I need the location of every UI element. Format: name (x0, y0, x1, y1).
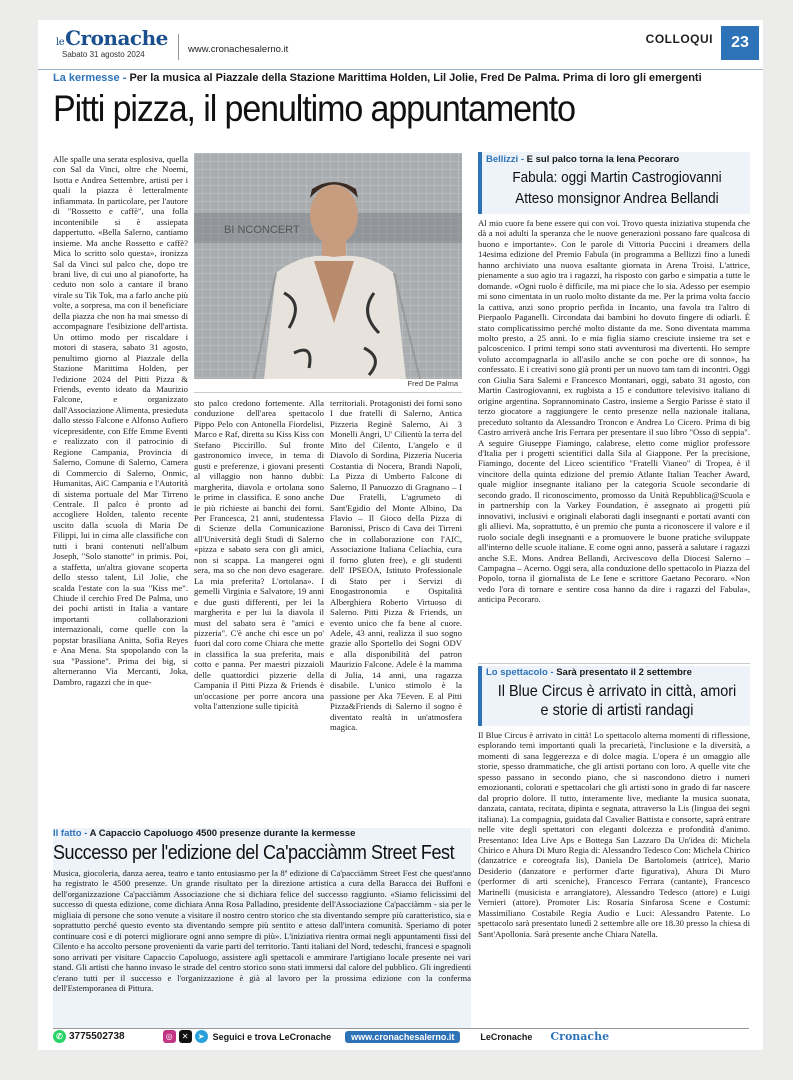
main-article-col1: Alle spalle una serata esplosiva, quella con Sal da Vinci, oltre che Noemi, Isotta e Andrea Settembre, artisti per i quali la piazza è letteralmente infiammata. In particolare, per l'autore di "Rossetto e caffè", una folla incontenibile si è assiepata dappertutto. «Bella Salerno, cantiamo insieme. Ma anche Rossetto e caffè? Mica lo scritto solo questa», ironizza Sal da Vinci sul palco che, dopo tre brani live, di cui uno al pianoforte, ha ceduto non solo a cantare il brano virale su Tik Tok, ma a farlo anche più volte, a sorpresa, ma con il beneficiare della piazza che non ha mai smesso di accompagnare l'esibizione dell'artista. Un ottimo modo per riscaldare i motori di stasera, sabato 31 agosto, penultimo giorno al Piazzale della Stazione Marittima Holden, per l'edizione 2024 del Pitti Pizza & Friends, evento ideato da Maurizio Falcone, e organizzato dall'Associazione Alimenta, presieduta dallo stesso Falcone e Alfonso Aufiero vicepresidente, con Effe Emme Eventi e realizzato con il patrocinio di Regione Campania, Provincia di Salerno, Comune di Salerno, Camera di Commercio di Salerno, Onmic, Humanitas, AiC Campania e l'Autorità di sistema portuale del Mar Tirreno Centrale. Il palco è pronto ad accogliere Holden, talento recente uscito dalla scuola di Maria De Filippi, lui in cima alle classifiche con tutti i brani contenuti nell'album Joseph, "Solo stanotte" in primis. Poi, a staffetta, un'altra giovane scoperta dello stesso talent, Lil Jolie, che scalda l'estate con la sua "Kiss me". Chiude il cerchio Fred De Palma, uno dei pochi artisti in Italia a vantare importanti collaborazioni internazionali, come quelle con la popstar brasiliana Anitta, Sofia Reyes e Ana Mena. Sta spopolando con la sua "Passione". Prima dei big, si alterneranno Via Mercanti, Joka, Dambro, ragazzi che in que- (53, 154, 188, 687)
circus-kicker-text: Sarà presentato il 2 settembre (556, 667, 692, 678)
whatsapp-icon: ✆ (53, 1030, 66, 1043)
social-text: Seguici e trova LeCronache (212, 1031, 332, 1042)
fabula-kicker-text: E sul palco torna la Iena Pecoraro (526, 154, 680, 165)
main-article-col3: territoriali. Protagonisti dei forni sono I due fratelli di Salerno, Antica Pizzeria Reginè Salerno, Ai 3 Monelli Angri, U' Cilientù la terra del Mito del Cilento, L'angelo e il Diavolo di Sordina, Pizzeria Nuceria Costantia di Nocera, Brandi Napoli, La Pizza di Umberto Falcone di Salerno, Il Panuozzo di Gragnano – I Due Fratelli, L'agrumeto di Sant'Egidio del Monte Albino, Da Flavio – Il Gioco della Pizza di Baronissi, Prisco di Cava dei Tirreni che in collaborazione con l'AIC, Associazione Italiana Celiachia, cura il forno gluten free), e gli studenti dell' IPSEOA, Istituto Professionale di Stato per i Servizi di Enogastronomia e Ospitalità Alberghiera Roberto Virtuoso di Salerno. Pitti Pizza & Friends, un evento unico che fa bene al cuore. Adele, 43 anni, realizza il suo sogno grazie allo Sportello dei Sogni ODV e alla disponibilità del patron Maurizio Falcone. Adele è la mamma di Julia, 14 anni, una ragazza disabile. L'unico stimolo è la passione per Aka 7Eeven. E al Pitti Pizza&Friends di Salerno il sogno è diventato realtà in un'atmosfera magica. (330, 398, 462, 733)
svg-text:BI NCONCERT: BI NCONCERT (224, 224, 300, 236)
column-divider (478, 663, 750, 664)
footer-website[interactable]: www.cronachesalerno.it (345, 1031, 460, 1043)
section-name: COLLOQUI (645, 32, 713, 46)
footer-bar (53, 1028, 749, 1044)
fabula-kicker (486, 154, 679, 165)
newspaper-logo: leCronache (56, 26, 168, 50)
website-link[interactable]: www.cronachesalerno.it (188, 44, 289, 55)
phone-number: 3775502738 (69, 1031, 125, 1042)
circus-body: Il Blue Circus è arrivato in città! Lo spettacolo alterna momenti di riflessione, esplorando temi importanti quali la precarietà, l'inclusione e la diversità, a momenti di sana leggerezza e di dolce magia. L'opera è un omaggio alle storie, spesso drammatiche, che gli artisti portano con loro. A quelle vite che spesso passano in secondo piano, che si nascondono dietro i numeri emozionanti, colorati e spettacolari che gli artisti sono in grado di far nascere dal proprio dolore. Il tutto, interamente live, mediante la musica suonata, danzata, cantata, recitata, dipinta e segnata, attraverso la Lis (lingua dei segni italiana). La compagnia, guidata dal Cavalier Battista e consorte, saprà entrare nelle vite degli spettatori con eleganti dolcezza e profondità d'animo. Presentano: Idea Live Aps e Bottega San Lazzaro Da Un'idea di: Michela Chirico e Ahura Di Muro Regia di: Alessandro Tedesco Con: Michela Chirico (danzatrice e coreografa lis), Daniela De Bartolomeis (attrice), Mario Desiderio (danzatore e performer d'arte figurativa), Ahura Di Muro (performer di arti sceniche), Francesco Ferrara (cantante), Francesco Marinelli (musicista e arrangiatore), Alessandro Tedesco (attore) e Luigi Vernieri (attore). Promoter Lis: Rosaria Sinfarosa Scene e Costumi: Massimiliano Costabile Regia Audio e Luci: Alessandro Patente. Lo spettacolo sarà presentato lunedì 2 settembre alle ore 18.30 presso la chiesa di Sant'Apollonia. Sarà presente anche Chiara Natella. (478, 730, 750, 939)
issue-date: Sabato 31 agosto 2024 (62, 50, 145, 59)
main-kicker-text: Per la musica al Piazzale della Stazione Marittima Holden, Lil Jolie, Fred De Palma. Prima di loro gli emergenti (129, 72, 702, 84)
fabula-kicker-tag: Bellizzi - (486, 154, 525, 165)
masthead (38, 20, 763, 70)
artist-photo (194, 153, 462, 379)
masthead-divider (178, 34, 179, 60)
photo-caption: Fred De Palma (194, 379, 462, 393)
circus-kicker (486, 667, 692, 678)
telegram-icon[interactable]: ➤ (195, 1030, 208, 1043)
fabula-title-line1: Fabula: oggi Martin Castrogiovanni (512, 169, 722, 186)
circus-title-line2: e storie di artisti randagi (540, 702, 694, 719)
circus-kicker-tag: Lo spettacolo - (486, 667, 554, 678)
social-icons (163, 1030, 211, 1043)
street-fest-body: Musica, giocoleria, danza aerea, teatro e tanto entusiasmo per la 8ª edizione di Ca'pacciàmm Street Fest che quest'anno ha registrato le 4500 presenze. Un grande risultato per la direzione artistica a cura della Baracca dei Buffoni e dell'organizzazione Ca'pacciàmm Associazione che si dichiara felice del successo raggiunto. «Siamo felicissimi del successo di questa edizione, come dichiara Anna Rosa Palladino, presidente dell'Associazione Ca'pacciàmm - sia per le migliaia di persone che sono venute a visitare il nostro centro storico che sta diventando sempre più caratteristico, sia e soprattutto perché questo evento sta diventando sempre più sentito e atteso dall'intera comunità. Speriamo di poter continuare così e di poterci migliorare ogni anno sempre di più». L'iniziativa rientra ormai negli appuntamenti fissi del Cilento e ha accolto persone provenienti da varie parti del territorio. Tanti italiani del Nord, tedeschi, francesi e spagnoli sono arrivati per visitare Capaccio Capoluogo, assistere agli spettacoli e ammirare l'artigiano locale presente nei vari stand. Gli artisti che hanno invaso le strade del centro storico sono stati immersi dal calore del pubblico. Gli ingredienti c'erano tutti per il successo e l'organizzazione è già al lavoro per la prossima edizione con la conferma dell'Estemporanea di Pittura. (53, 868, 471, 993)
street-fest-kicker-tag: Il fatto - (53, 828, 88, 839)
street-fest-kicker (53, 828, 355, 839)
x-icon[interactable]: ✕ (179, 1030, 192, 1043)
newspaper-page (38, 20, 763, 1050)
footer-brand: LeCronache (480, 1031, 533, 1042)
footer-phone[interactable] (53, 1030, 125, 1043)
fred-de-palma-photo (194, 153, 462, 379)
street-fest-box (53, 828, 471, 1028)
instagram-icon[interactable]: ◎ (163, 1030, 176, 1043)
main-article-col2: sto palco credono fortemente. Alla conduzione dell'area spettacolo Pippo Pelo con Antonella Fiordelisi, Marco e Raf, diretta su Kiss Kiss con Stefano Piccirillo. Sul fronte gastronomico invece, in tema di gusti e preferenze, i giovani presenti al villaggio non hanno dubbi: margherita, diavola e ortolana sono le prime in classifica. E sono anche le più richieste ai banchi dei forni. Per Francesca, 21 anni, studentessa di Scienze della Comunicazione all'Università degli Studi di Salerno «pizza e sabato sera con gli amici, non si scappa. La mangerei ogni sera, ma so che non devo esagerare. La mia preferita? L'ortolana». I gemelli Virginia e Salvatore, 19 anni e due gusti differenti, per lei la margherita e per lui la diavola il must del sabato sera è "amici e pizzeria". C'è anche chi esce un po' fuori dal coro come Chiara che mette in classifica la sua preferita, mais cotto e panna. Per maestri pizzaioli delle quattordici pizzerie della Campania il Pitti Pizza & Friends è un'occasione per porre ancora una volta l'attenzione sulle tipicità (194, 398, 324, 712)
street-fest-title: Successo per l'edizione del Ca'pacciàmm Street Fest (53, 842, 455, 864)
page-number: 23 (721, 26, 759, 60)
main-headline: Pitti pizza, il penultimo appuntamento (53, 88, 575, 129)
street-fest-kicker-text: A Capaccio Capoluogo 4500 presenze durante la kermesse (89, 828, 356, 839)
fabula-body: Al mio cuore fa bene essere qui con voi. Trovo questa iniziativa stupenda che dà a noi adulti la speranza che le nuove generazioni possano fare qualcosa di buono e importante». Con le parole di Vittoria Puccini i dreamers della 14esima edizione del Premio Fabula (in programma a Bellizzi fino a lunedì hanno archiviato una nuova esaltante giornata in Arena Troisi. L'attrice, pienamente a suo agio tra i ragazzi, ha risposto con garbo e simpatia a tutte le domande. «Ogni ruolo è difficile, ma mi piace che lo sia. Adesso per esempio mi sono cimentata in un ruolo molto distante da me. Per la prima volta faccio la cattiva, anzi sono proprio perfida in Incanto, una favola tra l'altro di Pierpaolo Paganelli. Circondata dai bambini ho dovuto fingere di odiarli. È stato complicatissimo perché molto distante da me. Sono diventata mamma molto presto, a 25 anni. Io e mia figlia siamo cresciute insieme tra set e palcoscenico. I primi tempi sono stati avventurosi ma divertenti. Ho sempre voluto accompagnarla io all'asilo anche se con poche ore di sonno», ha confessato. E i creativi sono già pronti per un nuovo tam tam di incontri. Oggi con Giulia Sara Salemi e Francesco Montanari, oggi, sabato 31 agosto, con Martin Castrogiovanni, ex rugbista a 15 e conduttore televisivo italiano di origine argentina. Soprannominato Castro, insieme a Sergio Parisse è stato il terzo giocatore a raggiungere le cento presenze nella nazionale italiana, preceduto soltanto da Alessandro Troncon e Andrea Lo Cicero. Prima di big Castro arriverà anche Iris Ferrara per presentare il suo libro "Osso di seppia". A seguire Giuseppe Fiamingo, calabrese, eletto come miglior professore d'Italia per i progetti scientifici dalla Sila al Giappone. Per la precisione, Fiamingo, docente del Liceo scientifico "Fratelli Vianeo" di Tropea, è il vincitore della quinta edizione del premio Atlante Italian Teacher Award, quale miglior insegnante italiano per la categoria Scuole secondarie di secondo grado. Il riconoscimento, promosso da Unità Repubblica@Scuola e in partnership con la Varkey Foundation, è assegnato ai progetti più innovativi, inclusivi e originali elaborati dagli insegnanti e portati avanti con gli allievi. Ma, soprattutto, è un premio che punta a riconoscere il valore e il ruolo sociale degli insegnanti e a promuovere le buone pratiche sviluppate all'interno delle scuole italiane. E come ogni anno, passerà a salutare i ragazzi anche S.E. Mons. Andrea Bellandi, Arcivescovo della Diocesi Salerno – Campagna – Acerno. Oggi sera, alla conduzione dello spettacolo in Piazza del Popolo, torna il giornalista de Le Iene e scrittore Gaetano Pecoraro. «Non vedo l'ora di tornare e sentire cosa hanno da dire i ragazzi del Fabula», anticipa Pecoraro. (478, 218, 750, 605)
footer-brand-logo: Cronache (550, 1030, 610, 1043)
main-kicker (53, 72, 702, 84)
fabula-title-line2: Atteso monsignor Andrea Bellandi (515, 190, 719, 207)
circus-title-line1: Il Blue Circus è arrivato in città, amori (497, 683, 737, 700)
main-kicker-tag: La kermesse - (53, 72, 127, 84)
